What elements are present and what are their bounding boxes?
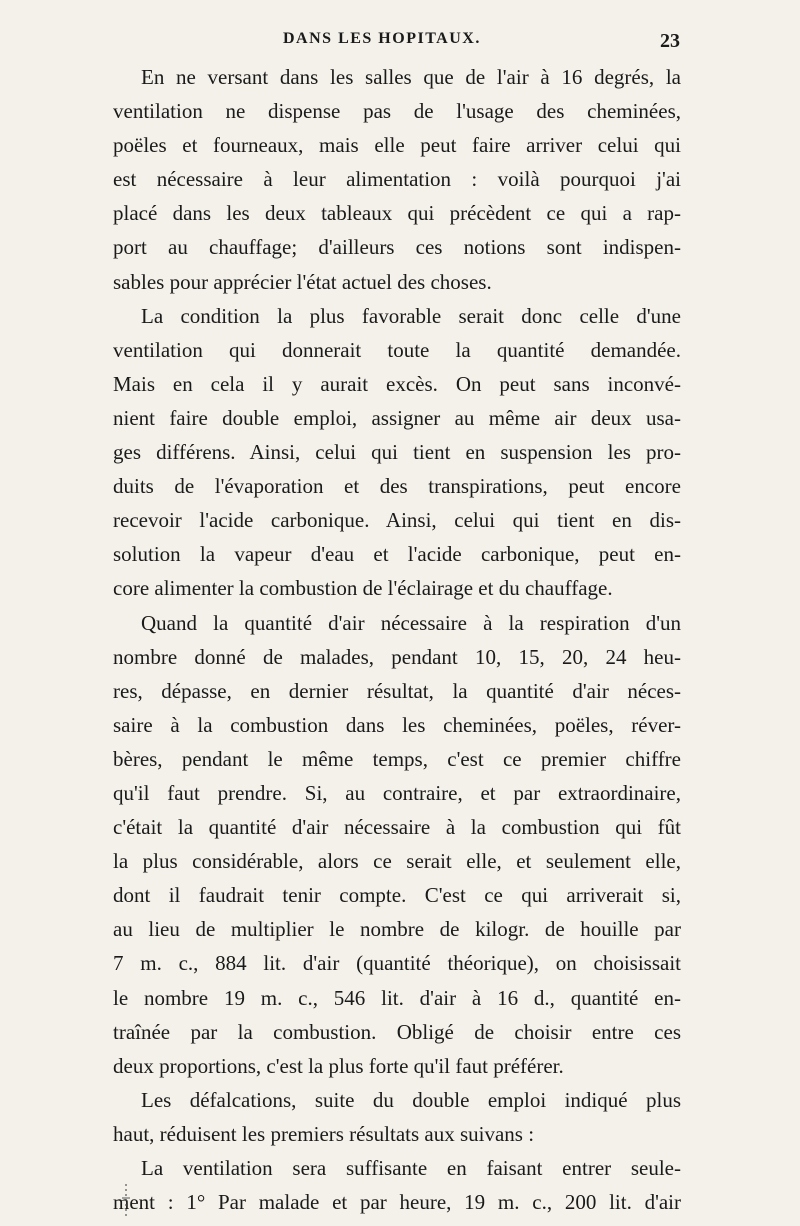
text-line: qu'il faut prendre. Si, au contraire, et par extraordinaire, [113,780,681,805]
text-line: traînée par la combustion. Obligé de choisir entre ces [113,1019,681,1044]
text-line: nient faire double emploi, assigner au même air deux usa- [113,405,681,430]
body-text [113,60,681,1219]
text-line: solution la vapeur d'eau et l'acide carbonique, peut en- [113,542,681,567]
text-line: poëles et fourneaux, mais elle peut faire arriver celui qui [113,133,681,158]
text-line: La condition la plus favorable serait donc celle d'une [141,303,681,328]
text-line: res, dépasse, en dernier résultat, la quantité d'air néces- [113,678,681,703]
text-line: la plus considérable, alors ce serait elle, et seulement elle, [113,849,681,874]
text-line: ventilation qui donnerait toute la quantité demandée. [113,337,681,362]
page-number: 23 [660,30,680,52]
text-line: Les défalcations, suite du double emploi indiqué plus [141,1087,681,1112]
text-line: ment : 1° Par malade et par heure, 19 m. c., 200 lit. d'air [113,1190,681,1215]
text-line: dont il faudrait tenir compte. C'est ce qui arriverait si, [113,883,681,908]
text-line: Mais en cela il y aurait excès. On peut sans inconvé- [113,371,681,396]
text-line: core alimenter la combustion de l'éclairage et du chauffage. [113,576,613,601]
text-line: duits de l'évaporation et des transpirations, peut encore [113,474,681,499]
text-line: La ventilation sera suffisante en faisant entrer seule- [141,1156,681,1180]
text-line: recevoir l'acide carbonique. Ainsi, celui qui tient en dis- [113,508,681,533]
running-head [118,30,680,58]
text-line: est nécessaire à leur alimentation : voilà pourquoi j'ai [113,167,681,192]
text-line: le nombre 19 m. c., 546 lit. d'air à 16 d., quantité en- [113,985,681,1010]
text-line: au lieu de multiplier le nombre de kilogr. de houille par [113,917,681,942]
text-line: 7 m. c., 884 lit. d'air (quantité théorique), on choisissait [113,951,681,976]
text-line: En ne versant dans les salles que de l'air à 16 degrés, la [141,65,681,89]
printer-mark-icon [118,1180,134,1220]
running-title: DANS LES HOPITAUX. [283,30,481,47]
text-line: c'était la quantité d'air nécessaire à la combustion qui fût [113,815,681,840]
text-line: deux proportions, c'est la plus forte qu'il faut préférer. [113,1053,564,1078]
text-line: placé dans les deux tableaux qui précèdent ce qui a rap- [113,201,681,226]
text-line: haut, réduisent les premiers résultats aux suivans : [113,1121,535,1146]
text-line: bères, pendant le même temps, c'est ce premier chiffre [113,746,681,771]
text-line: ventilation ne dispense pas de l'usage des cheminées, [113,99,681,124]
text-line: sables pour apprécier l'état actuel des choses. [113,269,492,294]
text-line: nombre donné de malades, pendant 10, 15, 20, 24 heu- [113,644,681,669]
text-line: ges différens. Ainsi, celui qui tient en suspension les pro- [113,440,681,465]
text-line: Quand la quantité d'air nécessaire à la respiration d'un [141,610,681,635]
text-line: port au chauffage; d'ailleurs ces notions sont indispen- [113,235,681,260]
text-line: saire à la combustion dans les cheminées, poëles, réver- [113,712,681,737]
